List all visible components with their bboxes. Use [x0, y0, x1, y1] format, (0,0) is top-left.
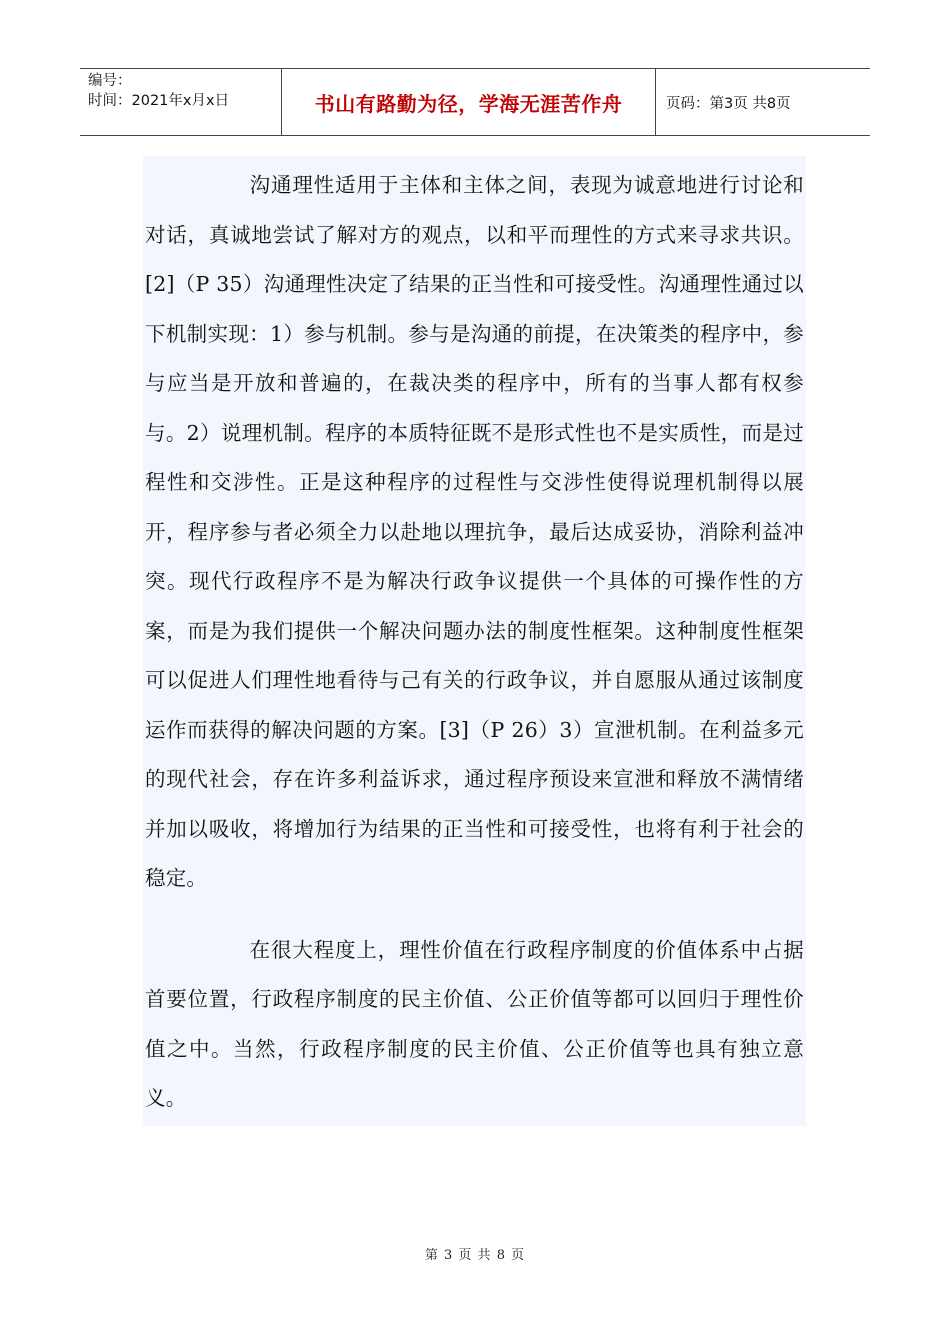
body-paragraph-1 [143, 156, 806, 904]
page-footer: 第 3 页 共 8 页 [424, 1248, 526, 1263]
body-paragraph-2 [143, 926, 806, 1124]
document-number-label: 编号： [88, 73, 132, 89]
document-time-label: 时间：2021年x月x日 [88, 93, 230, 109]
header-meta [80, 69, 282, 135]
header-page-code: 页码：第3页 共8页 [666, 95, 791, 112]
body-paragraph-2-text: 在很大程度上，理性价值在行政程序制度的价值体系中占据首要位置，行政程序制度的民主价值、公正价值等都可以回归于理性价值之中。当然，行政程序制度的民主价值、公正价值等也具有独立意义。 [145, 937, 804, 1110]
page-header [80, 68, 870, 136]
document-body [143, 156, 806, 1126]
header-motto: 书山有路勤为径，学海无涯苦作舟 [282, 69, 656, 135]
body-paragraph-1-text: 沟通理性适用于主体和主体之间，表现为诚意地进行讨论和对话，真诚地尝试了解对方的观点，以和平而理性的方式来寻求共识。[2]（P 35）沟通理性决定了结果的正当性和可接受性。沟通理性通过以下机制实现：1）参与机制。参与是沟通的前提，在决策类的程序中，参与应当是开放和普遍的，在裁决类的程序中，所有的当事人都有权参与。2）说理机制。程序的本质特征既不是形式性也不是实质性，而是过程性和交涉性。正是这种程序的过程性与交涉性使得说理机制得以展开，程序参与者必须全力以赴地以理抗争，最后达成妥协，消除利益冲突。现代行政程序不是为解决行政争议提供一个具体的可操作性的方案，而是为我们提供一个解决问题办法的制度性框架。这种制度性框架可以促进人们理性地看待与己有关的行政争议，并自愿服从通过该制度运作而获得的解决问题的方案。[3]（P 26）3）宣泄机制。在利益多元的现代社会，存在许多利益诉求，通过程序预设来宣泄和释放不满情绪并加以吸收，将增加行为结果的正当性和可接受性，也将有利于社会的稳定。 [145, 173, 804, 890]
